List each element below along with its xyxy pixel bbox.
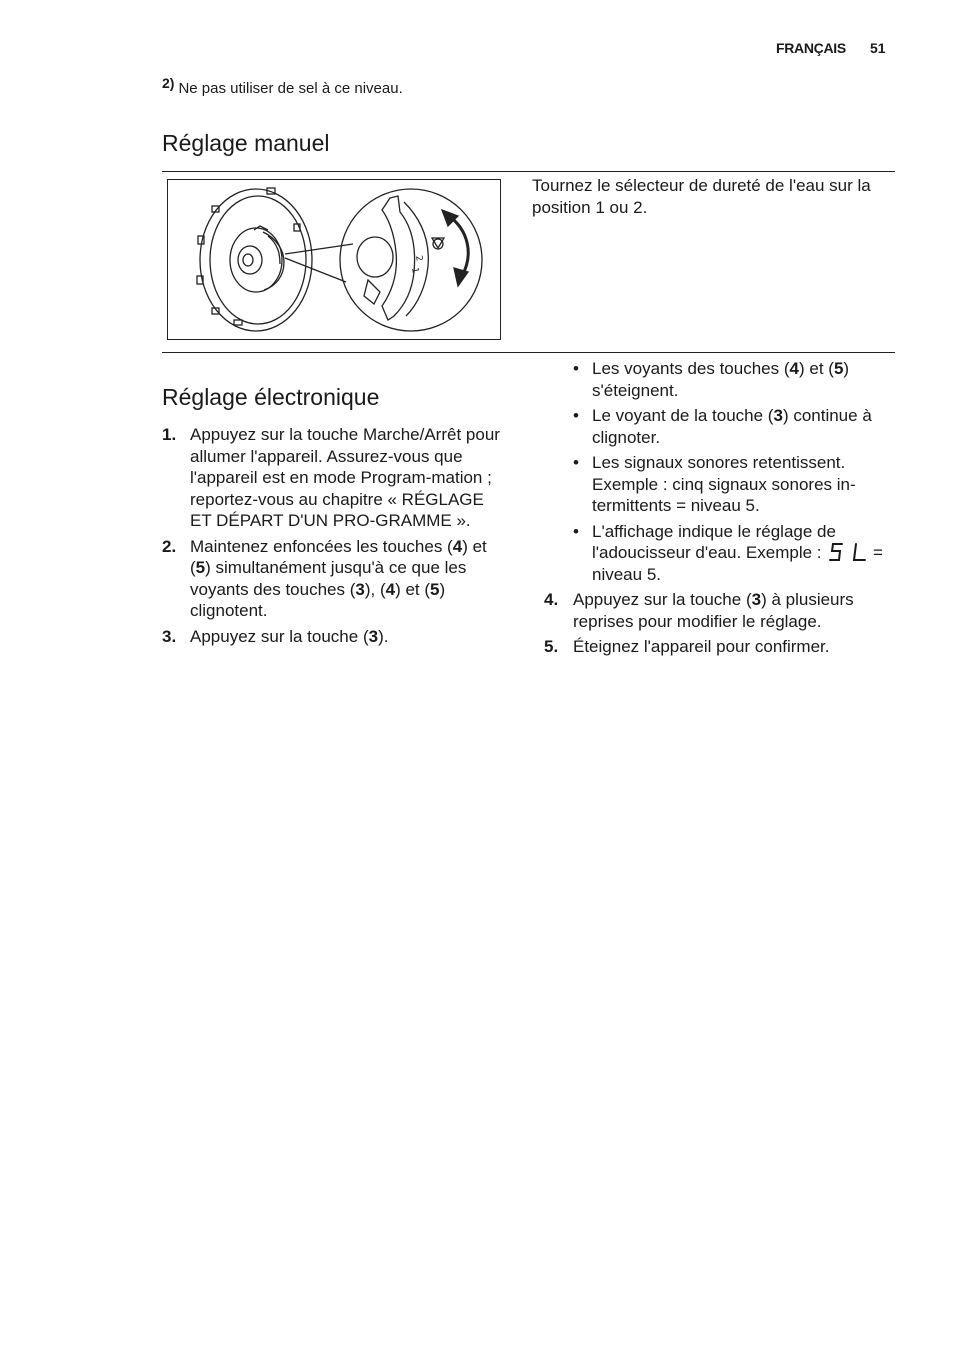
step-text: Maintenez enfoncées les touches (4) et (5) simultanément jusqu'à ce que les voyants des touches (3), (4) et (5) clignotent. xyxy=(190,536,487,620)
bullet-text: L'affichage indique le réglage de l'adoucisseur d'eau. Exemple : = niveau 5. xyxy=(592,521,883,584)
position-2-label: 2 xyxy=(413,254,424,263)
section-title-manual: Réglage manuel xyxy=(162,130,330,156)
footnote-marker: 2) xyxy=(162,75,175,91)
bullet-list xyxy=(573,358,895,585)
manual-instruction: Tournez le sélecteur de dureté de l'eau sur la position 1 ou 2. xyxy=(532,176,871,217)
step-item: 2. Maintenez enfoncées les touches (4) et (5) simultanément jusqu'à ce que les voyants des touches (3), (4) et (5) clignotent. xyxy=(162,536,487,620)
steps-column-right xyxy=(544,358,895,662)
footnote xyxy=(162,75,403,97)
position-1-label: 1 xyxy=(409,266,420,275)
bullet-item: • Les signaux sonores retentissent. Exemple : cinq signaux sonores in-termittents = niveau 5. xyxy=(573,453,856,515)
bullet-text: Les signaux sonores retentissent. Exemple : cinq signaux sonores in-termittents = niveau 5. xyxy=(592,453,856,515)
step-text: Éteignez l'appareil pour confirmer. xyxy=(573,637,830,656)
divider xyxy=(162,171,895,172)
dial-illustration xyxy=(168,180,500,339)
bullet-item: • L'affichage indique le réglage de l'adoucisseur d'eau. Exemple : = niveau 5. xyxy=(573,521,883,584)
section-title-electronic: Réglage électronique xyxy=(162,384,380,410)
footnote-text: Ne pas utiliser de sel à ce niveau. xyxy=(178,80,403,97)
step-text: Appuyez sur la touche (3) à plusieurs reprises pour modifier le réglage. xyxy=(573,590,854,631)
step-item: 1. Appuyez sur la touche Marche/Arrêt pour allumer l'appareil. Assurez-vous que l'appareil est en mode Program-mation ; reportez-vous au chapitre « RÉGLAGE ET DÉPART D'UN PRO-GRAMME ». xyxy=(162,425,500,530)
bullet-item: • Le voyant de la touche (3) continue à clignoter. xyxy=(573,406,872,447)
steps-list-right xyxy=(544,589,895,658)
divider xyxy=(162,352,895,353)
water-hardness-dial-figure xyxy=(167,179,501,340)
steps-list-left xyxy=(162,424,502,651)
bullet-text: Le voyant de la touche (3) continue à clignoter. xyxy=(592,406,872,447)
step-item: 5. Éteignez l'appareil pour confirmer. xyxy=(544,637,830,656)
step-item: 3. Appuyez sur la touche (3). xyxy=(162,626,389,646)
step-text: Appuyez sur la touche Marche/Arrêt pour allumer l'appareil. Assurez-vous que l'appareil est en mode Program-mation ; reportez-vous au chapitre « RÉGLAGE ET DÉPART D'UN PRO-GRAMME ». xyxy=(190,425,500,530)
step-item: 4. Appuyez sur la touche (3) à plusieurs reprises pour modifier le réglage. xyxy=(544,590,854,631)
header-language: FRANÇAIS xyxy=(776,40,846,56)
page-number: 51 xyxy=(870,40,886,56)
bullet-item: • Les voyants des touches (4) et (5) s'éteignent. xyxy=(573,359,850,400)
segment-display-5L xyxy=(828,542,868,562)
bullet-text: Les voyants des touches (4) et (5) s'éteignent. xyxy=(592,359,850,400)
step-text: Appuyez sur la touche (3). xyxy=(190,626,389,646)
